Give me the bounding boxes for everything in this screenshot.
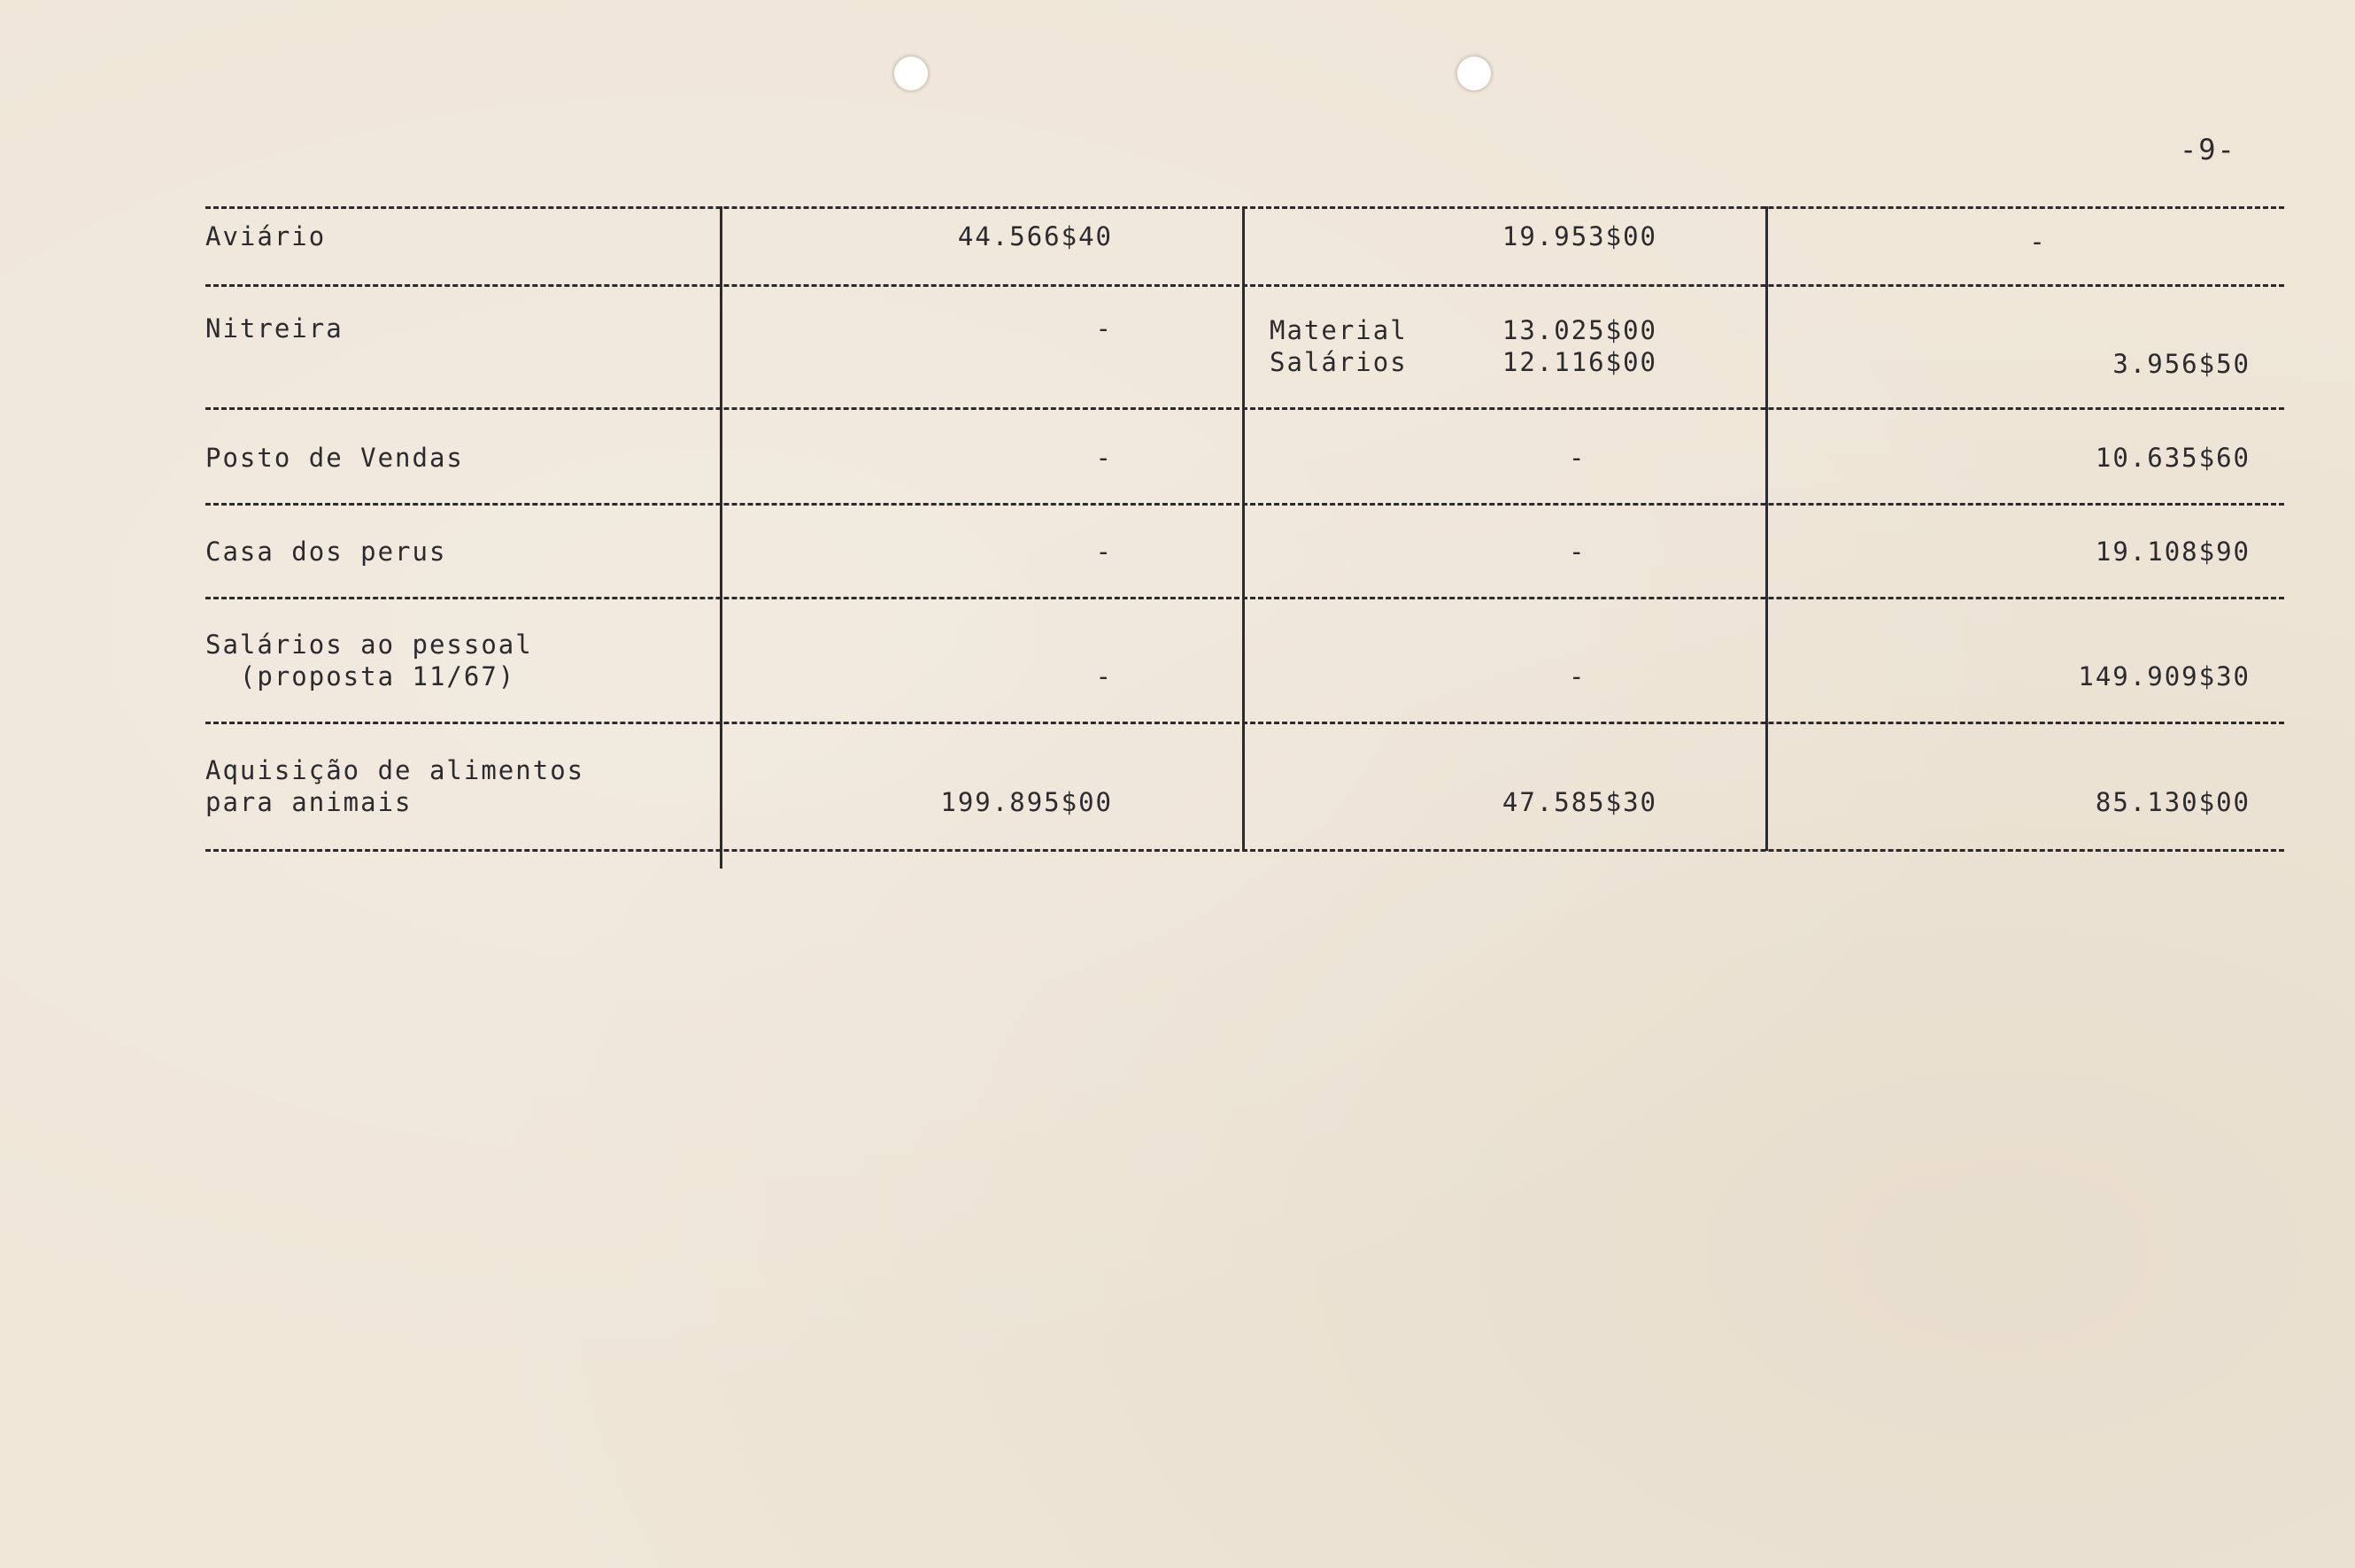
cell-col1: 199.895$00 — [940, 787, 1113, 817]
cell-col2-value: 19.953$00 — [1502, 221, 1657, 251]
cell-col1: - — [1095, 313, 1113, 344]
row-label-line2: (proposta 11/67) — [205, 661, 516, 691]
row-label: Casa dos perus — [205, 537, 447, 567]
cell-col2-dash: - — [1569, 443, 1587, 473]
table-rule — [205, 503, 2284, 506]
table-rule — [205, 407, 2284, 410]
table-rule — [205, 206, 2284, 209]
cell-col2-label: Salários — [1270, 347, 1408, 377]
page-number: -9- — [2180, 133, 2236, 166]
row-label: Nitreira — [205, 313, 344, 344]
cell-col3: 19.108$90 — [2095, 537, 2251, 567]
row-label: Aquisição de alimentos — [205, 755, 585, 785]
cell-col3: - — [2029, 227, 2047, 257]
cell-col3: 3.956$50 — [2112, 349, 2251, 379]
cell-col2-value: 47.585$30 — [1502, 787, 1657, 817]
row-label: Salários ao pessoal — [205, 630, 533, 660]
cell-col2-value: 13.025$00 — [1502, 315, 1657, 345]
cell-col1: - — [1095, 537, 1113, 567]
punch-hole-right — [1455, 55, 1493, 92]
cell-col1: - — [1095, 661, 1113, 691]
table-rule — [205, 849, 2284, 852]
punch-hole-left — [892, 55, 930, 92]
table-rule — [205, 597, 2284, 599]
column-divider — [720, 206, 722, 869]
cell-col1: - — [1095, 443, 1113, 473]
cell-col2-dash: - — [1569, 661, 1587, 691]
cell-col2-label: Material — [1270, 315, 1408, 345]
cell-col3: 85.130$00 — [2095, 787, 2251, 817]
column-divider — [1765, 206, 1768, 851]
cell-col3: 149.909$30 — [2078, 661, 2251, 691]
cell-col1: 44.566$40 — [957, 221, 1113, 251]
row-label: Posto de Vendas — [205, 443, 464, 473]
row-label: Aviário — [205, 221, 327, 251]
cell-col3: 10.635$60 — [2095, 443, 2251, 473]
cell-col2-dash: - — [1569, 537, 1587, 567]
cell-col2-value: 12.116$00 — [1502, 347, 1657, 377]
table-rule — [205, 722, 2284, 724]
table-rule — [205, 284, 2284, 287]
row-label-line2: para animais — [205, 787, 413, 817]
column-divider — [1242, 206, 1245, 851]
expense-table — [205, 206, 2284, 870]
